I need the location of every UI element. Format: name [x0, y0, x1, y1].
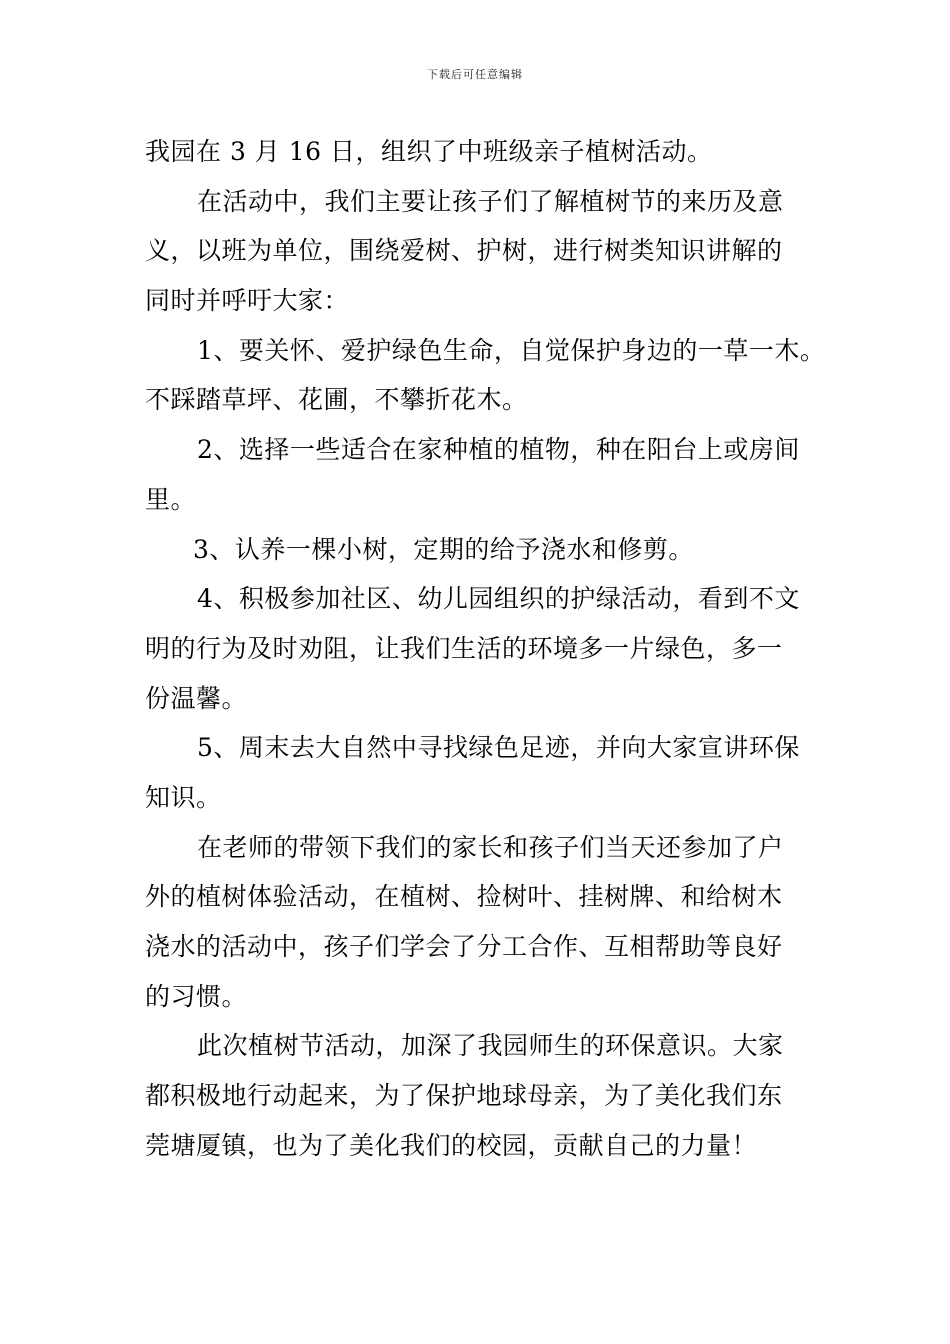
text-line-paragraph-start: 此次植树节活动，加深了我园师生的环保意识。大家	[197, 1031, 784, 1061]
text-line: 同时并呼吁大家：	[145, 286, 350, 316]
text-line-intro: 我园在 3 月 16 日，组织了中班级亲子植树活动。	[145, 137, 713, 166]
download-note: 下载后可任意编辑	[427, 68, 523, 81]
text-line: 份温馨。	[145, 683, 248, 713]
list-item-3: 3、认养一棵小树，定期的给予浇水和修剪。	[193, 534, 694, 564]
text-line: 义，以班为单位，围绕爱树、护树，进行树类知识讲解的	[145, 236, 783, 266]
text-line: 的习惯。	[145, 981, 248, 1011]
list-item-4: 4、积极参加社区、幼儿园组织的护绿活动，看到不文	[197, 584, 800, 614]
text-line-paragraph-start: 在活动中，我们主要让孩子们了解植树节的来历及意	[197, 186, 784, 216]
list-item-5: 5、周末去大自然中寻找绿色足迹，并向大家宣讲环保	[197, 733, 800, 763]
list-item-2: 2、选择一些适合在家种植的植物，种在阳台上或房间	[197, 435, 800, 465]
document-body	[145, 127, 825, 1170]
text-line-paragraph-start: 在老师的带领下我们的家长和孩子们当天还参加了户	[197, 832, 784, 862]
text-line: 知识。	[145, 782, 222, 812]
list-item-1: 1、要关怀、爱护绿色生命，自觉保护身边的一草一木。	[197, 335, 826, 365]
text-line: 莞塘厦镇，也为了美化我们的校园，贡献自己的力量！	[145, 1130, 758, 1160]
text-line: 明的行为及时劝阻，让我们生活的环境多一片绿色，多一	[145, 633, 783, 663]
text-line: 外的植树体验活动，在植树、捡树叶、挂树牌、和给树木	[145, 882, 783, 912]
text-line: 不踩踏草坪、花圃，不攀折花木。	[145, 385, 528, 415]
text-line: 都积极地行动起来，为了保护地球母亲，为了美化我们东	[145, 1081, 783, 1111]
text-line: 里。	[145, 484, 197, 514]
text-line: 浇水的活动中，孩子们学会了分工合作、互相帮助等良好	[145, 932, 783, 961]
